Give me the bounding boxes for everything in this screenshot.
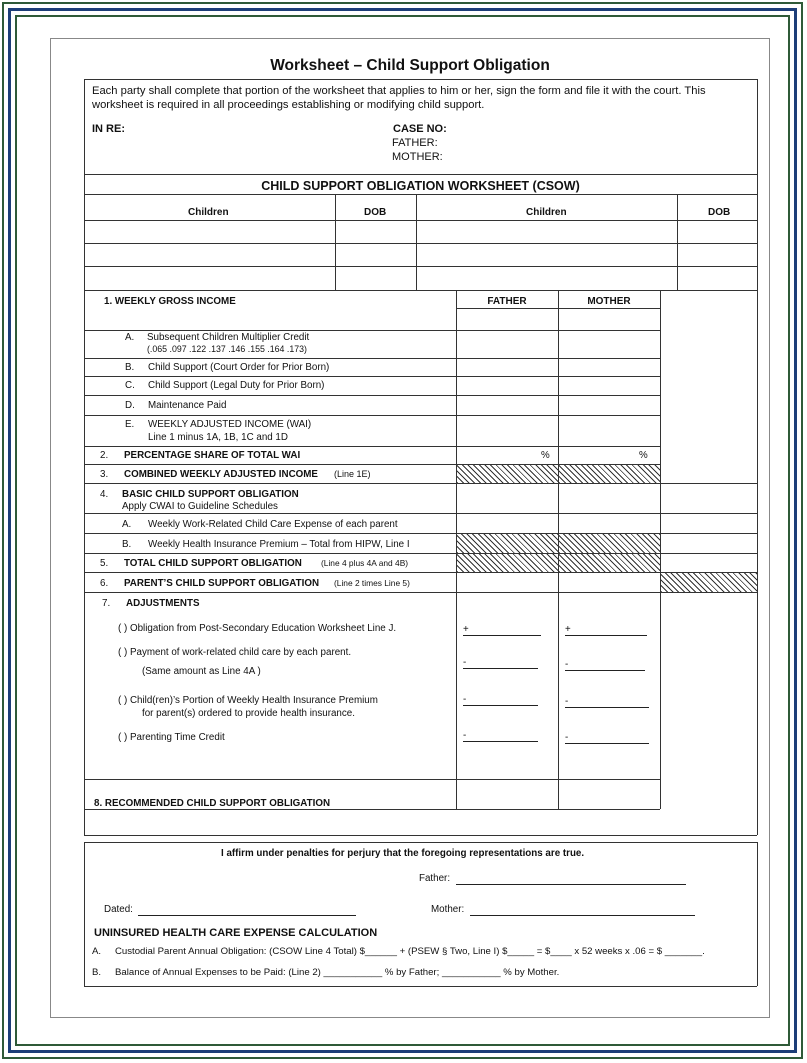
line-5-father-hatch <box>456 553 559 573</box>
line-1d-letter: D. <box>125 400 135 411</box>
adj-1-mother-field[interactable] <box>565 635 647 636</box>
children-row-line-2 <box>84 243 757 244</box>
adj-1-father-sign: + <box>463 624 469 635</box>
intro-right-border <box>757 79 758 213</box>
children-row-line-1 <box>84 220 757 221</box>
line-4a-letter: A. <box>122 519 132 530</box>
adjustment-health-premium-note: for parent(s) ordered to provide health insurance. <box>142 708 355 719</box>
line-4b-letter: B. <box>122 539 132 550</box>
csow-title-bottom <box>84 194 757 195</box>
father-mother-header-bottom <box>456 308 660 309</box>
line-8-label: 8. RECOMMENDED CHILD SUPPORT OBLIGATION <box>94 798 331 809</box>
line-3-mother-hatch <box>558 464 661 484</box>
line-2-text: PERCENTAGE SHARE OF TOTAL WAI <box>124 450 301 461</box>
line-5-mother-hatch <box>558 553 661 573</box>
line-1e-letter: E. <box>125 419 135 430</box>
children-header-left: Children <box>188 207 229 218</box>
grid-left-border <box>84 290 85 835</box>
children-col-1 <box>84 194 85 290</box>
case-no-label: CASE NO: <box>393 123 447 135</box>
uhce-line-b-label: B. <box>92 967 102 978</box>
intro-left-border <box>84 79 85 213</box>
line-1d-text: Maintenance Paid <box>148 400 227 411</box>
affirmation-statement: I affirm under penalties for perjury that the foregoing representations are true. <box>221 848 585 859</box>
adj-3-father-sign: - <box>463 694 467 705</box>
line-6-total-hatch <box>660 572 758 593</box>
adj-1-father-field[interactable] <box>463 635 541 636</box>
children-header-right: Children <box>526 207 567 218</box>
row-6-bottom <box>84 592 757 593</box>
line-3-father-hatch <box>456 464 559 484</box>
intro-line-2: worksheet is required in all proceedings establishing or modifying child support. <box>92 99 485 111</box>
adjustment-child-care: ( ) Payment of work-related child care by each parent. <box>118 647 352 658</box>
line-1b-letter: B. <box>125 362 135 373</box>
adj-4-mother-sign: - <box>565 732 569 743</box>
adj-1-mother-sign: + <box>565 624 571 635</box>
children-col-2 <box>335 194 336 290</box>
mother-signature-label: Mother: <box>431 904 465 915</box>
line-6-note: (Line 2 times Line 5) <box>334 578 410 588</box>
row-1e-bottom <box>84 446 660 447</box>
row-1-bottom <box>84 330 660 331</box>
uhce-line-a-label: A. <box>92 946 102 957</box>
children-row-line-3 <box>84 266 757 267</box>
father-case-label: FATHER: <box>392 137 438 149</box>
adj-3-mother-field[interactable] <box>565 707 649 708</box>
adj-2-mother-sign: - <box>565 659 569 670</box>
father-signature-field[interactable] <box>456 884 686 885</box>
row-4-bottom <box>84 513 757 514</box>
line-3-number: 3. <box>100 469 109 480</box>
row-8-bottom <box>84 809 660 810</box>
dob-header-right: DOB <box>708 207 731 218</box>
line-4a-text: Weekly Work-Related Child Care Expense of each parent <box>148 519 398 530</box>
line-5-text: TOTAL CHILD SUPPORT OBLIGATION <box>124 558 302 569</box>
worksheet-page <box>50 38 770 1018</box>
adjustment-child-care-note: (Same amount as Line 4A ) <box>142 666 261 677</box>
row-1b-bottom <box>84 376 660 377</box>
adjustment-post-secondary: ( ) Obligation from Post-Secondary Education Worksheet Line J. <box>118 623 397 634</box>
grid-bottom <box>84 835 757 836</box>
uhce-line-b-text: Balance of Annual Expenses to be Paid: (Line 2) ___________ % by Father; ___________ % by Mother. <box>115 967 560 978</box>
line-2-number: 2. <box>100 450 109 461</box>
line-6-number: 6. <box>100 578 109 589</box>
page-title: Worksheet – Child Support Obligation <box>270 57 550 74</box>
line-6-text: PARENT’S CHILD SUPPORT OBLIGATION <box>124 578 320 589</box>
line-1a-letter: A. <box>125 332 135 343</box>
row-1c-bottom <box>84 395 660 396</box>
line-1b-text: Child Support (Court Order for Prior Born) <box>148 362 330 373</box>
intro-bottom <box>84 174 757 175</box>
dob-header-left: DOB <box>364 207 387 218</box>
csow-title: CHILD SUPPORT OBLIGATION WORKSHEET (CSOW) <box>261 179 580 193</box>
dated-field[interactable] <box>138 915 356 916</box>
adj-3-father-field[interactable] <box>463 705 538 706</box>
line-4-sub: Apply CWAI to Guideline Schedules <box>122 501 278 512</box>
line-1e-sub: Line 1 minus 1A, 1B, 1C and 1D <box>148 432 288 443</box>
adj-4-father-field[interactable] <box>463 741 538 742</box>
adjustment-parenting-time: ( ) Parenting Time Credit <box>118 732 225 743</box>
adj-4-father-sign: - <box>463 730 467 741</box>
affirm-right-border <box>757 842 758 986</box>
children-row-line-4 <box>84 290 757 291</box>
line-7-number: 7. <box>102 598 111 609</box>
title-divider <box>84 79 757 80</box>
line-2-mother-percent: % <box>639 450 648 461</box>
line-4-text: BASIC CHILD SUPPORT OBLIGATION <box>122 489 299 500</box>
adj-2-father-sign: - <box>463 657 467 668</box>
adj-3-mother-sign: - <box>565 696 569 707</box>
line-7-text: ADJUSTMENTS <box>126 598 200 609</box>
line-1-label: 1. WEEKLY GROSS INCOME <box>104 296 236 307</box>
children-col-5 <box>757 194 758 290</box>
children-col-4 <box>677 194 678 290</box>
line-4b-text: Weekly Health Insurance Premium – Total from HIPW, Line I <box>148 539 410 550</box>
grid-right-border <box>757 290 758 835</box>
row-1a-bottom <box>84 358 660 359</box>
affirm-bottom <box>84 986 757 987</box>
uhce-title: UNINSURED HEALTH CARE EXPENSE CALCULATION <box>94 927 378 939</box>
line-3-note: (Line 1E) <box>334 469 371 479</box>
line-1a-multipliers: (.065 .097 .122 .137 .146 .155 .164 .173) <box>147 344 307 354</box>
line-5-note: (Line 4 plus 4A and 4B) <box>321 558 409 568</box>
intro-line-1: Each party shall complete that portion of the worksheet that applies to him or her, sign the form and file it with the court. This <box>92 85 706 97</box>
line-4b-father-hatch <box>456 533 559 554</box>
affirm-top <box>84 842 757 843</box>
line-4b-mother-hatch <box>558 533 661 554</box>
row-1d-bottom <box>84 415 660 416</box>
uhce-line-a-text: Custodial Parent Annual Obligation: (CSOW Line 4 Total) $______ + (PSEW § Two, Line I) $_____ = $____ x 52 weeks x .06 = $ _______. <box>115 946 705 957</box>
mother-column-header: MOTHER <box>587 296 631 307</box>
line-4-number: 4. <box>100 489 109 500</box>
children-col-3 <box>416 194 417 290</box>
father-signature-label: Father: <box>419 873 451 884</box>
adj-2-father-field[interactable] <box>463 668 538 669</box>
in-re-label: IN RE: <box>92 123 125 135</box>
mother-signature-field[interactable] <box>470 915 695 916</box>
line-1a-text: Subsequent Children Multiplier Credit <box>147 332 310 343</box>
line-3-text: COMBINED WEEKLY ADJUSTED INCOME <box>124 469 318 480</box>
dated-label: Dated: <box>104 904 133 915</box>
adj-4-mother-field[interactable] <box>565 743 649 744</box>
line-5-number: 5. <box>100 558 109 569</box>
adj-2-mother-field[interactable] <box>565 670 645 671</box>
line-1c-letter: C. <box>125 380 135 391</box>
mother-case-label: MOTHER: <box>392 151 443 163</box>
affirm-left-border <box>84 842 85 986</box>
father-column-header: FATHER <box>487 296 527 307</box>
line-1c-text: Child Support (Legal Duty for Prior Born) <box>148 380 325 391</box>
line-2-father-percent: % <box>541 450 550 461</box>
row-7-bottom <box>84 779 660 780</box>
line-1e-text: WEEKLY ADJUSTED INCOME (WAI) <box>148 419 312 430</box>
adjustment-health-premium: ( ) Child(ren)’s Portion of Weekly Health Insurance Premium <box>118 695 378 706</box>
